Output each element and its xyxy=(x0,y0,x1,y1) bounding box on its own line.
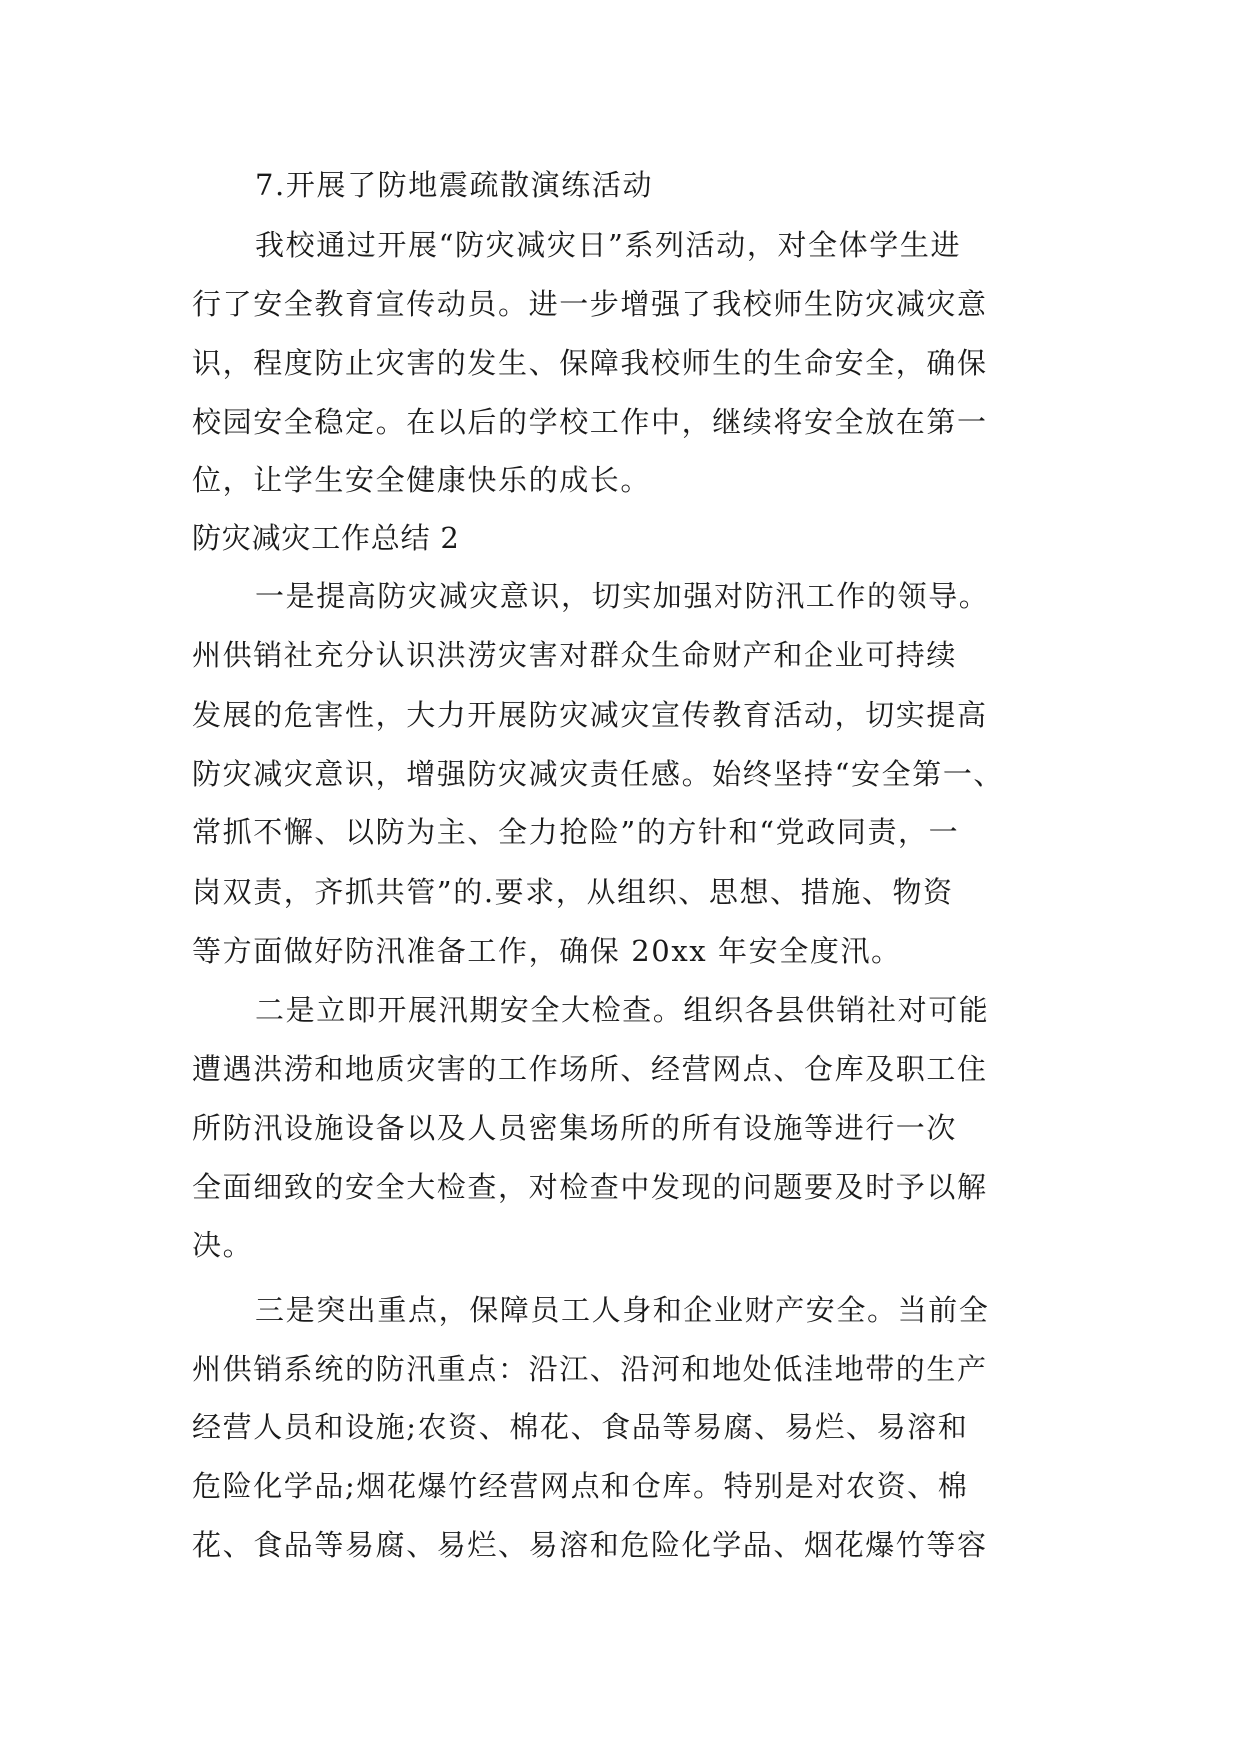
paragraph-line: 危险化学品;烟花爆竹经营网点和仓库。特别是对农资、棉 xyxy=(192,1469,969,1503)
paragraph-line: 校园安全稳定。在以后的学校工作中，继续将安全放在第一 xyxy=(192,405,988,439)
paragraph-line: 发展的危害性，大力开展防灾减灾宣传教育活动，切实提高 xyxy=(192,698,988,732)
paragraph-line: 三是突出重点，保障员工人身和企业财产安全。当前全 xyxy=(255,1293,990,1327)
paragraph-line: 防灾减灾意识，增强防灾减灾责任感。始终坚持“安全第一、 xyxy=(192,757,1005,791)
paragraph-line: 州供销社充分认识洪涝灾害对群众生命财产和企业可持续 xyxy=(192,638,958,672)
paragraph-line: 我校通过开展“防灾减灾日”系列活动，对全体学生进 xyxy=(255,228,962,262)
paragraph-line: 全面细致的安全大检查，对检查中发现的问题要及时予以解 xyxy=(192,1170,988,1204)
paragraph-line: 二是立即开展汛期安全大检查。组织各县供销社对可能 xyxy=(255,993,990,1027)
paragraph-line: 经营人员和设施;农资、棉花、食品等易腐、易烂、易溶和 xyxy=(192,1410,969,1444)
paragraph-line: 常抓不懈、以防为主、全力抢险”的方针和“党政同责，一 xyxy=(192,815,960,849)
paragraph-line: 位，让学生安全健康快乐的成长。 xyxy=(192,463,652,497)
paragraph-line: 一是提高防灾减灾意识，切实加强对防汛工作的领导。 xyxy=(255,579,990,613)
paragraph-line: 岗双责，齐抓共管”的.要求，从组织、思想、措施、物资 xyxy=(192,875,954,909)
section-heading: 防灾减灾工作总结 2 xyxy=(192,521,460,555)
paragraph-line: 花、食品等易腐、易烂、易溶和危险化学品、烟花爆竹等容 xyxy=(192,1528,988,1562)
paragraph-line: 识，程度防止灾害的发生、保障我校师生的生命安全，确保 xyxy=(192,346,988,380)
paragraph-line: 等方面做好防汛准备工作，确保 20xx 年安全度汛。 xyxy=(192,934,902,968)
paragraph-line: 州供销系统的防汛重点：沿江、沿河和地处低洼地带的生产 xyxy=(192,1352,988,1386)
section-item-7: 7.开展了防地震疏散演练活动 xyxy=(255,168,654,202)
paragraph-line: 所防汛设施设备以及人员密集场所的所有设施等进行一次 xyxy=(192,1111,958,1145)
paragraph-line: 遭遇洪涝和地质灾害的工作场所、经营网点、仓库及职工住 xyxy=(192,1052,988,1086)
paragraph-line: 行了安全教育宣传动员。进一步增强了我校师生防灾减灾意 xyxy=(192,287,988,321)
paragraph-line: 决。 xyxy=(192,1228,254,1262)
